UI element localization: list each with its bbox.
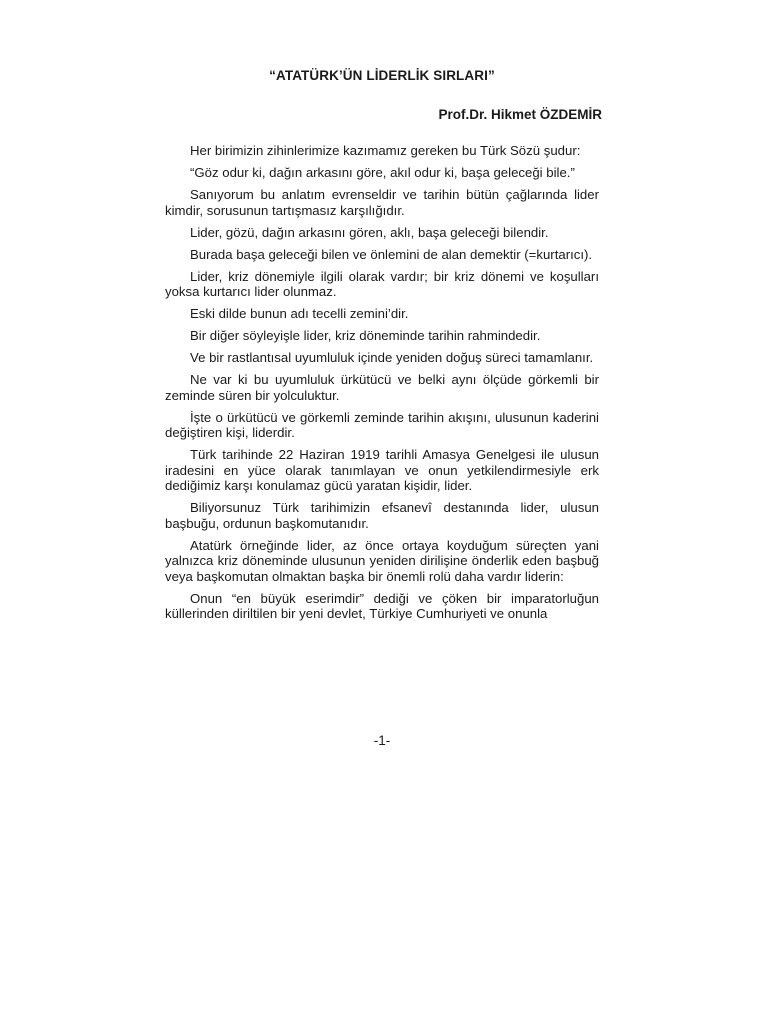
paragraph: Bir diğer söyleyişle lider, kriz döneminde tarihin rahmindedir.	[190, 328, 541, 343]
paragraph: Eski dilde bunun adı tecelli zemini’dir.	[190, 306, 409, 321]
paragraph: İşte o ürkütücü ve görkemli zeminde tarihin akışını, ulusunun kaderini değiştiren kişi, liderdir.	[165, 409, 599, 440]
paragraph: Sanıyorum bu anlatım evrenseldir ve tarihin bütün çağlarında lider kimdir, sorusunun tartışmasız karşılığıdır.	[165, 187, 599, 218]
paragraph: Burada başa geleceği bilen ve önlemini de alan demektir (=kurtarıcı).	[190, 246, 593, 262]
paragraph: Ve bir rastlantısal uyumluluk içinde yeniden doğuş süreci tamamlanır.	[190, 350, 594, 365]
paragraph: Lider, kriz dönemiyle ilgili olarak vardır; bir kriz dönemi ve koşulları yoksa kurtarıcı lider olunmaz.	[165, 268, 599, 299]
paragraph: Biliyorsunuz Türk tarihimizin efsanevî destanında lider, ulusun başbuğu, ordunun başkomutanıdır.	[165, 500, 599, 531]
paragraph: Atatürk örneğinde lider, az önce ortaya koyduğum süreçten yani yalnızca kriz döneminde ulusunun yeniden dirilişine önderlik eden başbuğ veya başkomutan olmaktan başka bir önemli rolü daha vardır liderin:	[165, 537, 599, 584]
document-body	[165, 143, 599, 628]
paragraph: Her birimizin zihinlerimize kazımamız gereken bu Türk Sözü şudur:	[190, 143, 581, 158]
paragraph: Onun “en büyük eserimdir” dediği ve çöken bir imparatorluğun küllerinden diriltilen bir yeni devlet, Türkiye Cumhuriyeti ve onunla	[165, 590, 599, 621]
paragraph: Lider, gözü, dağın arkasını gören, aklı, başa geleceği bilendir.	[190, 224, 549, 240]
document-author: Prof.Dr. Hikmet ÖZDEMİR	[438, 107, 602, 122]
paragraph: Ne var ki bu uyumluluk ürkütücü ve belki aynı ölçüde görkemli bir zeminde süren bir yolculuktur.	[165, 372, 599, 403]
document-title: “ATATÜRK’ÜN LİDERLİK SIRLARI”	[269, 68, 495, 83]
page-number: -1-	[373, 733, 391, 748]
paragraph: “Göz odur ki, dağın arkasını göre, akıl odur ki, başa geleceği bile.”	[190, 165, 575, 180]
paragraph: Türk tarihinde 22 Haziran 1919 tarihli Amasya Genelgesi ile ulusun iradesini en yüce olarak tanımlayan ve onun yetkilendirmesiyle erk dediğimiz karşı konulamaz gücü yaratan kişidir, lider.	[165, 447, 599, 493]
